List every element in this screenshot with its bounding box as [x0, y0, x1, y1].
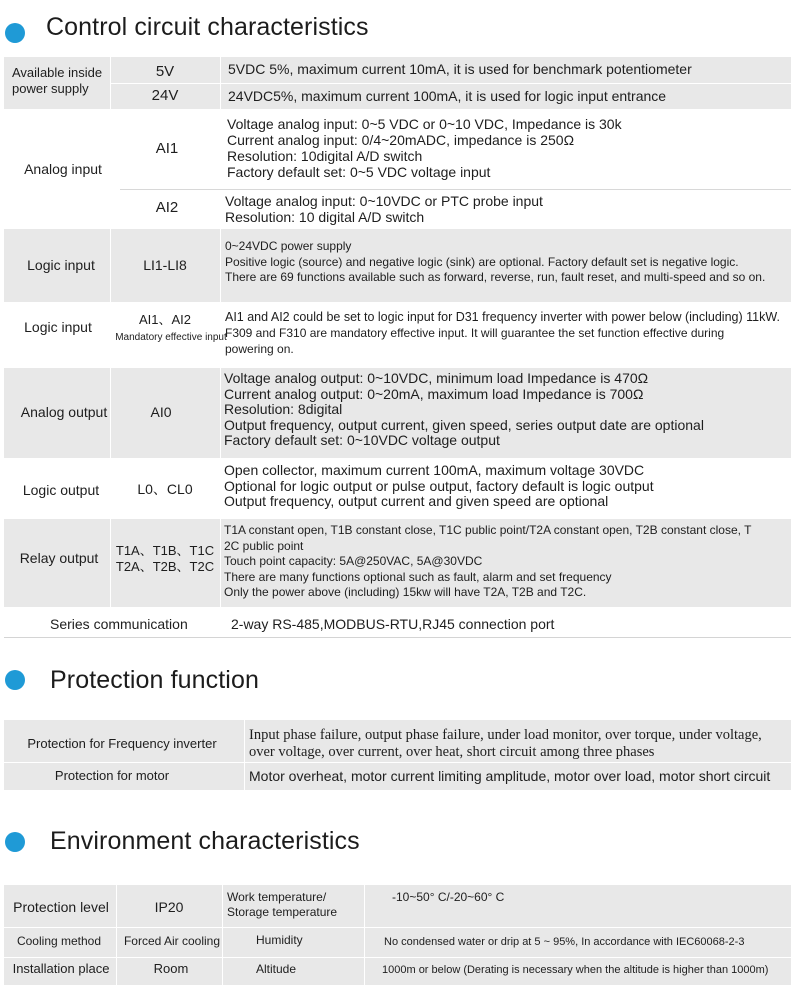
protection-level-value: IP20	[154, 899, 184, 915]
row-relay-output	[4, 519, 791, 607]
logic-input-desc: 0~24VDC power supply Positive logic (source) and negative logic (sink) are optional. Factory default set is negative logic. There are 69 functions available such as forward, reverse, run, fault reset, and multi-speed and so on.	[225, 239, 766, 284]
logic-input-2-label: Logic input	[24, 319, 92, 335]
voltage-5v-desc: 5VDC 5%, maximum current 10mA, it is used for benchmark potentiometer	[228, 61, 692, 77]
analog-input-ai1: AI1	[155, 140, 179, 157]
relay-output-label: Relay output	[19, 550, 99, 566]
row-power-supply	[4, 57, 791, 109]
logic-input-2-desc: AI1 and AI2 could be set to logic input for D31 frequency inverter with power below (including) 11kW. F309 and F310 are mandatory effective input. It will guarantee the set function effective during powering on.	[225, 310, 780, 356]
protection-motor-desc: Motor overheat, motor current limiting amplitude, motor over load, motor short circuit	[249, 768, 771, 784]
relay-output-terminal-line2: T2A、T2B、T2C	[115, 559, 215, 574]
analog-output-terminal: AI0	[150, 404, 172, 420]
voltage-24v-desc: 24VDC5%, maximum current 100mA, it is used for logic input entrance	[228, 88, 667, 104]
voltage-24v: 24V	[151, 87, 179, 104]
table-environment	[4, 885, 791, 985]
analog-input-ai2-desc: Voltage analog input: 0~10VDC or PTC probe input Resolution: 10 digital A/D switch	[225, 193, 543, 225]
temperature-label-line1: Work temperature/	[227, 890, 327, 904]
temperature-value: -10~50° C/-20~60° C	[392, 890, 505, 904]
section-environment-header	[0, 822, 800, 862]
voltage-5v: 5V	[155, 63, 175, 80]
protection-motor-label: Protection for motor	[54, 768, 170, 783]
row-series-communication	[4, 608, 791, 638]
section-control-header	[0, 8, 800, 48]
altitude-value: 1000m or below (Derating is necessary when the altitude is higher than 1000m)	[382, 964, 769, 976]
section-protection-header	[0, 660, 800, 700]
series-communication-label: Series communication	[50, 616, 188, 632]
protection-inverter-desc: Input phase failure, output phase failure, under load monitor, over torque, under voltage, over voltage, over current, over heat, short circuit among three phases	[249, 727, 762, 760]
logic-input-label: Logic input	[27, 257, 95, 273]
relay-output-desc: T1A constant open, T1B constant close, T1C public point/T2A constant open, T2B constant close, T 2C public point Touch point capacity: 5A@250VAC, 5A@30VDC There are many functions optional such as fault, alarm and set frequency Only the power above (including) 15kw will have T2A, T2B and T2C.	[224, 523, 752, 600]
analog-input-ai1-desc: Voltage analog input: 0~5 VDC or 0~10 VDC, Impedance is 30k Current analog input: 0/4~20mADC, impedance is 250Ω Resolution: 10digital A/D switch Factory default set: 0~5 VDC voltage input	[227, 116, 622, 180]
humidity-value: No condensed water or drip at 5 ~ 95%, In accordance with IEC60068-2-3	[384, 936, 745, 948]
bullet-dot-icon	[5, 670, 25, 690]
cooling-method-value: Forced Air cooling	[123, 934, 221, 948]
analog-input-ai2: AI2	[155, 199, 179, 216]
power-supply-label-line1: Available inside	[12, 65, 103, 80]
bullet-dot-icon	[5, 23, 25, 43]
temperature-label-line2: Storage temperature	[227, 905, 338, 919]
installation-place-label: Installation place	[12, 961, 110, 976]
section-title-environment: Environment characteristics	[50, 827, 360, 855]
bullet-dot-icon	[5, 832, 25, 852]
row-analog-output	[4, 368, 791, 458]
logic-input-terminal: LI1-LI8	[143, 257, 187, 273]
row-logic-output	[4, 459, 791, 518]
protection-inverter-label: Protection for Frequency inverter	[27, 736, 217, 751]
row-logic-input-li	[4, 229, 791, 302]
altitude-label: Altitude	[256, 962, 297, 976]
relay-output-terminal-line1: T1A、T1B、T1C	[115, 543, 215, 558]
analog-output-label: Analog output	[20, 404, 108, 420]
logic-input-2-note: Mandatory effective input	[115, 332, 227, 343]
logic-input-2-terminal: AI1、AI2	[138, 312, 192, 327]
protection-level-label: Protection level	[13, 899, 109, 915]
logic-output-terminal: L0、CL0	[137, 481, 193, 497]
cooling-method-label: Cooling method	[16, 934, 102, 948]
row-logic-input-ai	[4, 303, 791, 367]
row-analog-input	[4, 110, 791, 228]
logic-output-desc: Open collector, maximum current 100mA, maximum voltage 30VDC Optional for logic output or pulse output, factory default is logic output Output frequency, output current and given speed are optional	[224, 462, 654, 510]
installation-place-value: Room	[153, 961, 189, 976]
analog-output-desc: Voltage analog output: 0~10VDC, minimum load Impedance is 470Ω Current analog output: 0~20mA, maximum load Impedance is 700Ω Resolution: 8digital Output frequency, output current, given speed, series output date are optional Factory default set: 0~10VDC voltage output	[224, 370, 704, 449]
table-protection	[4, 720, 791, 790]
series-communication-desc: 2-way RS-485,MODBUS-RTU,RJ45 connection port	[231, 616, 555, 632]
section-title-protection: Protection function	[50, 666, 259, 694]
humidity-label: Humidity	[256, 933, 303, 947]
power-supply-label-line2: power supply	[12, 81, 89, 96]
section-title-control: Control circuit characteristics	[46, 13, 369, 41]
analog-input-label: Analog input	[24, 161, 102, 177]
logic-output-label: Logic output	[22, 482, 100, 498]
